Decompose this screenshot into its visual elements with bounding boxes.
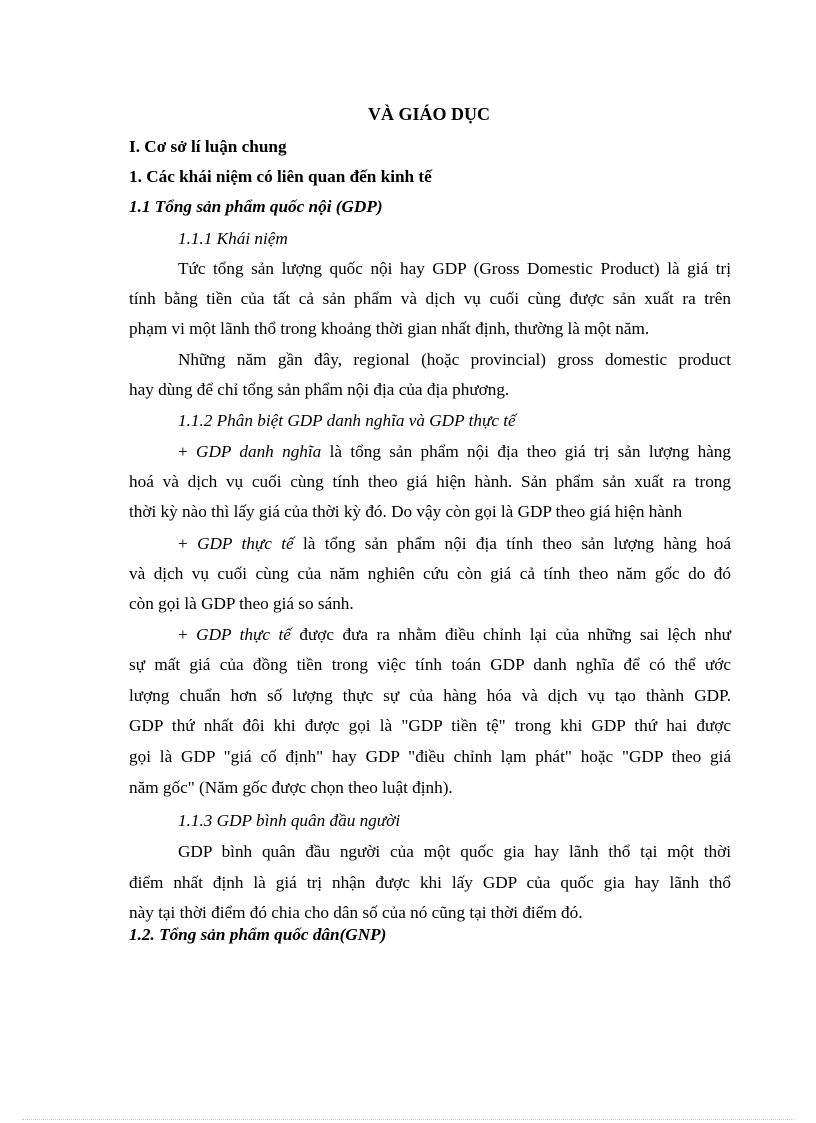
paragraph-line: GDP thứ nhất đôi khi được gọi là "GDP tiền tệ" trong khi GDP thứ hai được bbox=[129, 716, 731, 735]
paragraph-line: năm gốc" (Năm gốc được chọn theo luật định). bbox=[129, 778, 453, 797]
paragraph-line: Tức tổng sản lượng quốc nội hay GDP (Gross Domestic Product) là giá trị bbox=[178, 259, 731, 278]
paragraph-line: điểm nhất định là giá trị nhận được khi lấy GDP của quốc gia hay lãnh thổ bbox=[129, 873, 731, 892]
subheading-concept: 1.1.1 Khái niệm bbox=[178, 229, 288, 248]
paragraph-line: GDP bình quân đầu người của một quốc gia hay lãnh thổ tại một thời bbox=[178, 842, 731, 861]
bullet-prefix: + bbox=[178, 625, 197, 644]
paragraph-line: hoá và dịch vụ cuối cùng tính theo giá hiện hành. Sản phẩm sản xuất ra trong bbox=[129, 472, 731, 491]
paragraph-line: còn gọi là GDP theo giá so sánh. bbox=[129, 594, 354, 613]
paragraph-line: lượng chuẩn hơn số lượng thực sự của hàng hóa và dịch vụ tạo thành GDP. bbox=[129, 686, 731, 705]
page-title: VÀ GIÁO DỤC bbox=[367, 104, 490, 124]
term-real-gdp: GDP thực tế bbox=[197, 534, 294, 553]
paragraph-line bbox=[178, 533, 731, 555]
bullet-prefix: + bbox=[178, 534, 198, 553]
subheading-nominal-vs-real: 1.1.2 Phân biệt GDP danh nghĩa và GDP thực tế bbox=[178, 411, 516, 430]
paragraph-line: này tại thời điểm đó chia cho dân số của nó cũng tại thời điểm đó. bbox=[129, 903, 583, 922]
paragraph-line: Những năm gần đây, regional (hoặc provincial) gross domestic product bbox=[178, 350, 731, 369]
bullet-prefix: + bbox=[178, 442, 197, 461]
term-real-gdp: GDP thực tế bbox=[196, 625, 291, 644]
paragraph-line: gọi là GDP "giá cố định" hay GDP "điều chỉnh lạm phát" hoặc "GDP theo giá bbox=[129, 747, 731, 766]
term-nominal-gdp: GDP danh nghĩa bbox=[196, 442, 322, 461]
paragraph-line bbox=[178, 624, 731, 646]
paragraph-line: và dịch vụ cuối cùng của năm nghiên cứu còn giá cả tính theo năm gốc do đó bbox=[129, 564, 731, 583]
heading-concepts: 1. Các khái niệm có liên quan đến kinh tế bbox=[129, 167, 432, 186]
paragraph-line: sự mất giá của đồng tiền trong việc tính toán GDP danh nghĩa để có thể ước bbox=[129, 655, 731, 674]
paragraph-line: phạm vi một lãnh thổ trong khoảng thời gian nhất định, thường là một năm. bbox=[129, 319, 650, 338]
paragraph-line: thời kỳ nào thì lấy giá của thời kỳ đó. Do vậy còn gọi là GDP theo giá hiện hành bbox=[129, 502, 683, 521]
heading-basis: I. Cơ sở lí luận chung bbox=[129, 137, 287, 156]
paragraph-line-rest: là tổng sản phẩm nội địa theo giá trị sản lượng hàng bbox=[321, 442, 731, 461]
section-heading-gdp: 1.1 Tổng sản phẩm quốc nội (GDP) bbox=[129, 197, 383, 216]
paragraph-line-rest: được đưa ra nhằm điều chỉnh lại của những sai lệch như bbox=[290, 625, 731, 644]
paragraph-line: hay dùng để chỉ tổng sản phẩm nội địa của địa phương. bbox=[129, 380, 510, 399]
section-heading-gnp: 1.2. Tổng sản phẩm quốc dân(GNP) bbox=[129, 925, 387, 944]
paragraph-line-rest: là tổng sản phẩm nội địa tính theo sản lượng hàng hoá bbox=[293, 534, 731, 553]
paragraph-line: tính bằng tiền của tất cả sản phẩm và dịch vụ cuối cùng được sản xuất ra trên bbox=[129, 289, 731, 308]
paragraph-line bbox=[178, 441, 731, 463]
page-bottom-divider bbox=[22, 1119, 794, 1120]
subheading-gdp-per-capita: 1.1.3 GDP bình quân đầu người bbox=[178, 811, 401, 830]
